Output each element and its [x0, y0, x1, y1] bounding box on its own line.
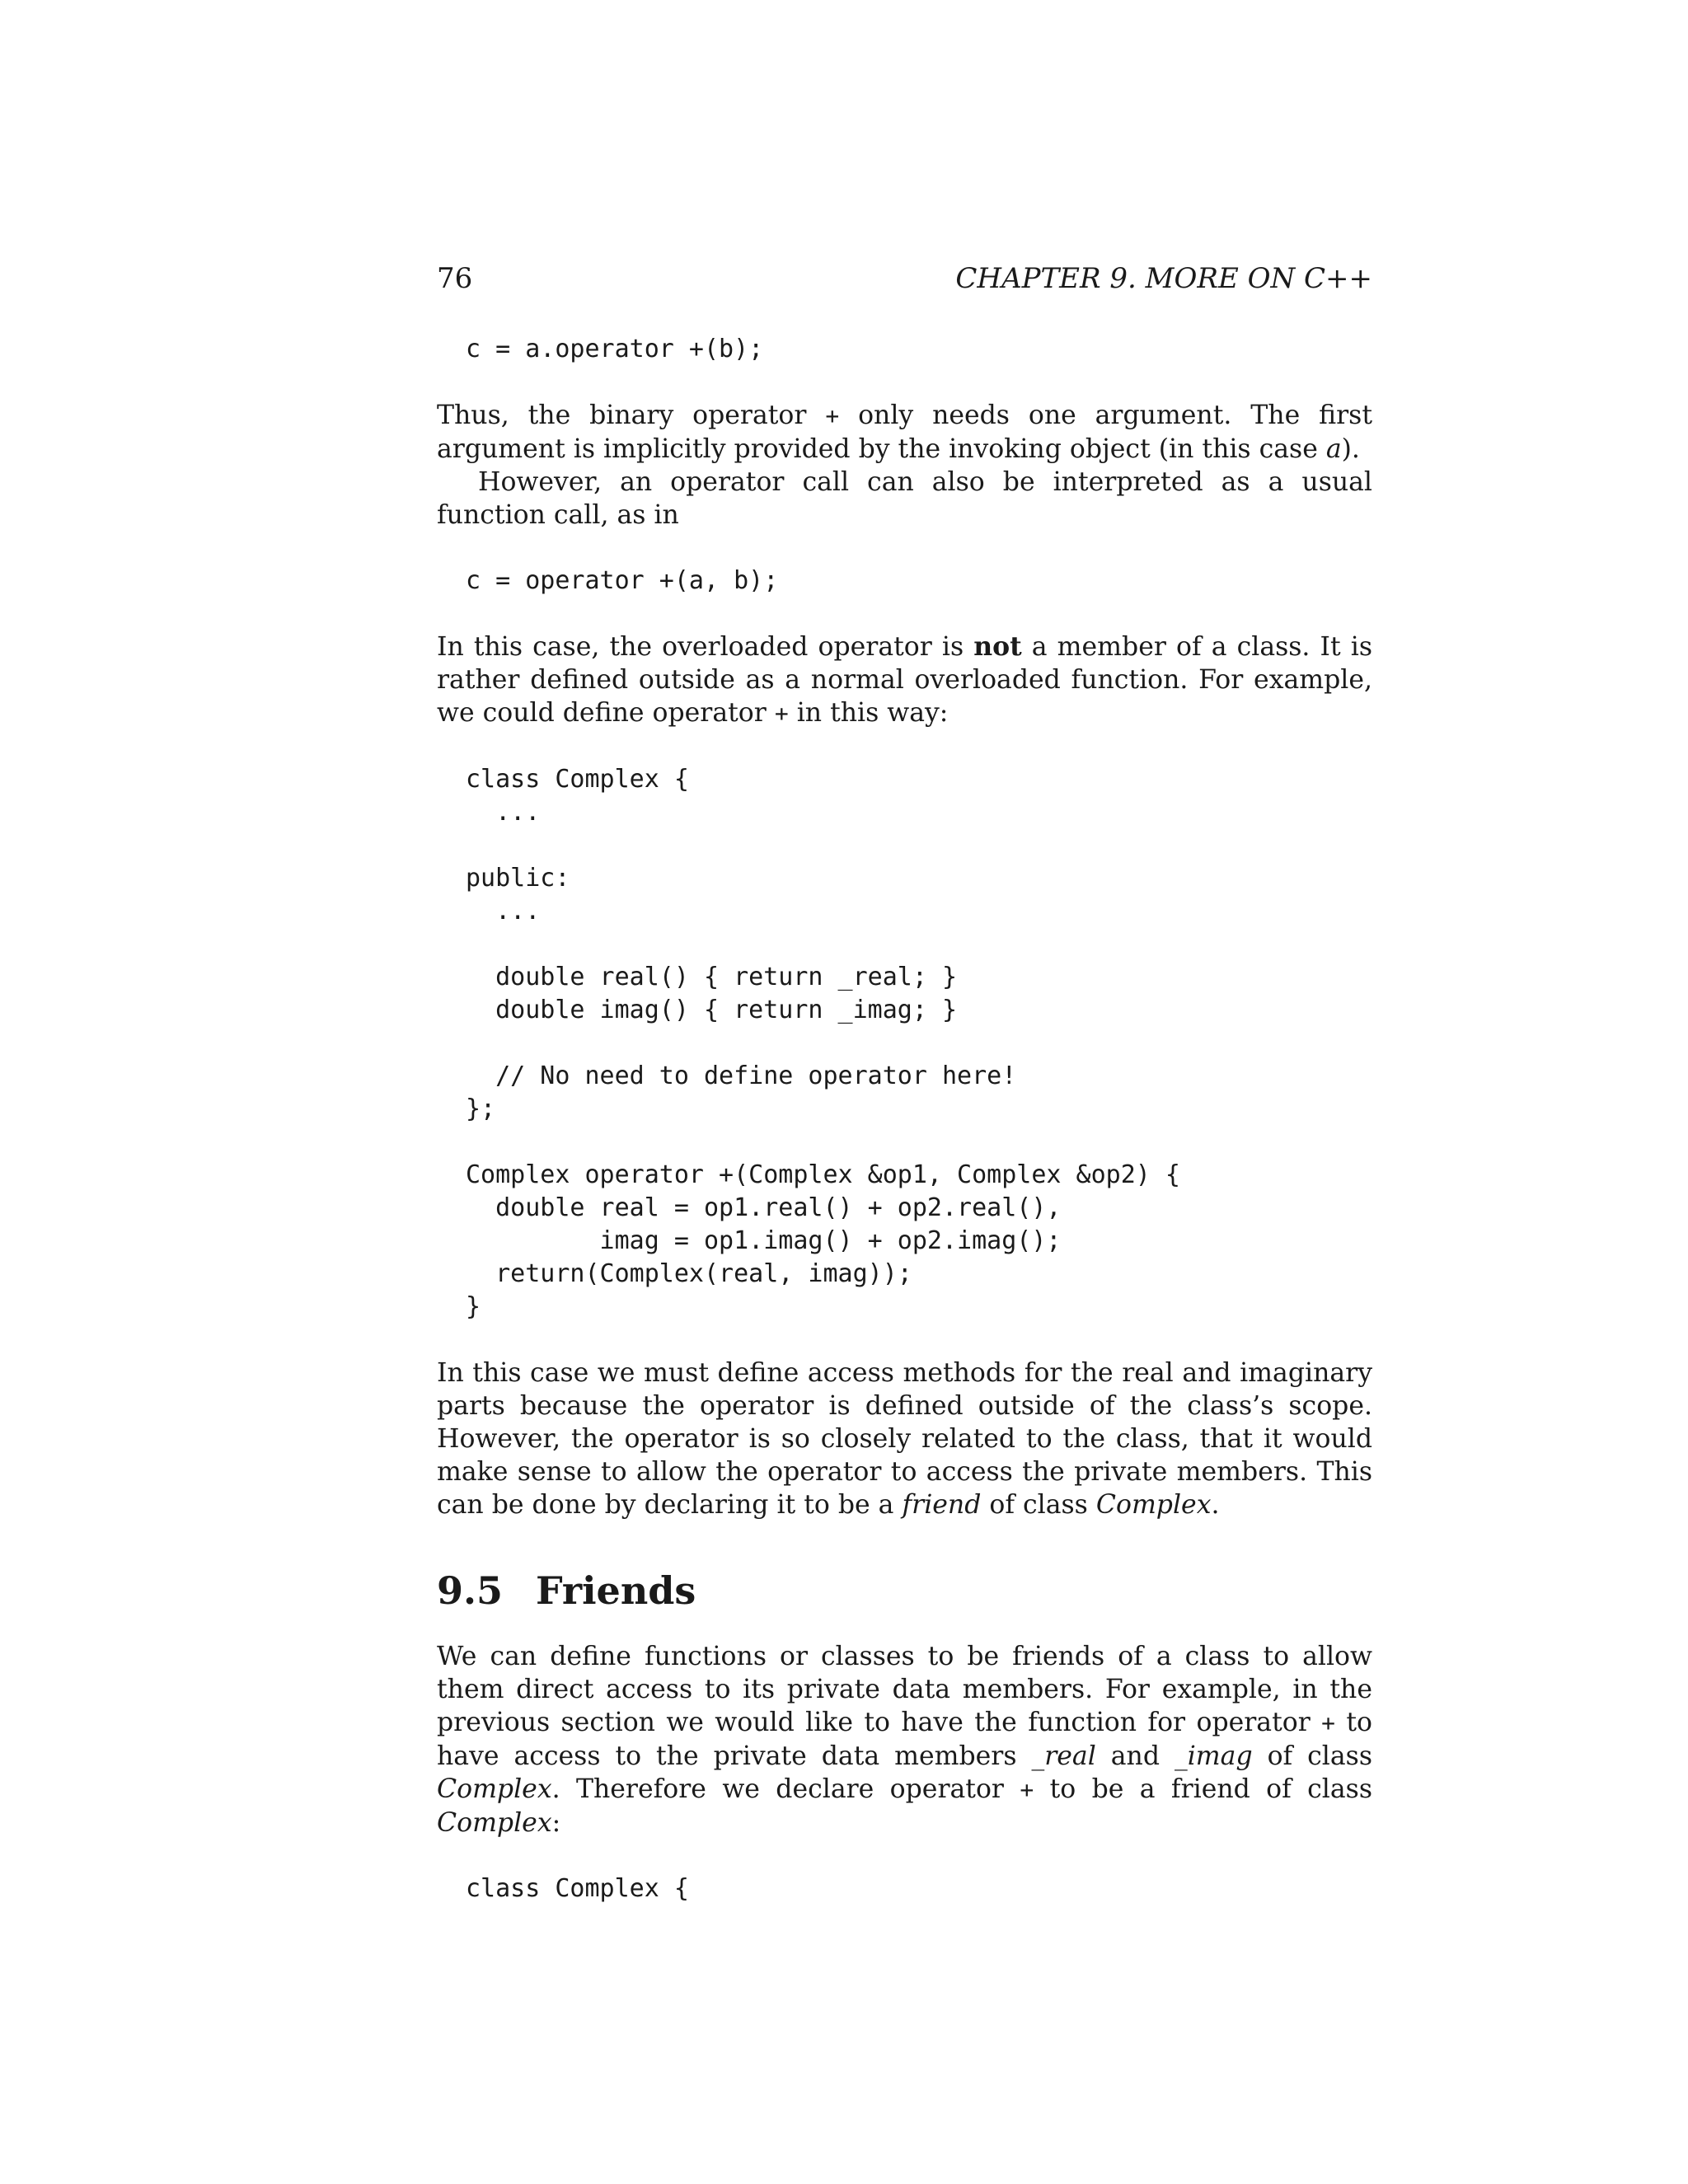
code-line: return(Complex(real, imag));	[466, 1259, 912, 1288]
code-line: }	[466, 1292, 481, 1321]
operator-symbol: +	[1020, 1776, 1034, 1803]
code-line: Complex operator +(Complex &op1, Complex &op2) {	[466, 1160, 1180, 1189]
code-block-3	[437, 763, 1372, 1324]
code-line: double real = op1.real() + op2.real(),	[466, 1193, 1062, 1222]
code-line: c = operator +(a, b);	[466, 566, 779, 595]
text-run: .	[1211, 1490, 1220, 1520]
text-run: In this case we must define access methods for the real and imaginary parts because the operator is defined outside of the class’s scope. However, the operator is so closely related to the class, that it would make sense to allow the operator to access the private members. This can be done by declaring it to be a	[437, 1358, 1372, 1520]
text-run: of class	[1252, 1741, 1372, 1771]
chapter-title: CHAPTER 9. MORE ON C++	[955, 262, 1372, 295]
section-heading	[437, 1568, 1372, 1614]
class-name: Complex	[437, 1774, 552, 1804]
text-run: only needs one argument. The first argument is implicitly provided by the invoking object (in this case	[437, 401, 1372, 464]
paragraph-binary-operator	[437, 399, 1372, 466]
code-line: };	[466, 1094, 496, 1123]
code-line: class Complex {	[466, 1874, 689, 1903]
text-run: In this case, the overloaded operator is	[437, 632, 974, 662]
operator-symbol: +	[1321, 1709, 1335, 1736]
code-line: ...	[466, 798, 541, 827]
text-run: and	[1095, 1741, 1175, 1771]
operator-symbol: +	[774, 700, 789, 727]
code-line	[466, 829, 1372, 862]
code-line: // No need to define operator here!	[466, 1062, 1017, 1090]
code-line: ...	[466, 897, 541, 926]
text-run: to be a friend of class	[1034, 1774, 1372, 1804]
code-line: class Complex {	[466, 765, 689, 794]
code-line	[466, 1027, 1372, 1060]
member-name: _real	[1031, 1741, 1096, 1771]
text-run: to have access to the private data members	[437, 1708, 1372, 1771]
code-line: imag = op1.imag() + op2.imag();	[466, 1226, 1062, 1255]
paragraph-not-member	[437, 630, 1372, 730]
member-name: _imag	[1174, 1741, 1253, 1771]
class-name: Complex	[1095, 1490, 1212, 1520]
code-line: public:	[466, 864, 570, 893]
text-run: ).	[1341, 434, 1360, 464]
section-title: Friends	[536, 1568, 696, 1613]
paragraph-access-methods	[437, 1357, 1372, 1521]
code-line	[466, 1126, 1372, 1159]
code-block-4	[437, 1872, 1372, 1905]
text-run: a member of a class. It is rather defined outside as a normal overloaded function. For example, we could define operator	[437, 632, 1372, 728]
code-line: double real() { return _real; }	[466, 963, 958, 991]
text-run: Thus, the binary operator	[437, 401, 826, 430]
code-line: double imag() { return _imag; }	[466, 996, 958, 1024]
page-number: 76	[437, 262, 473, 295]
paragraph-friends	[437, 1640, 1372, 1840]
running-header	[437, 262, 1372, 295]
variable-name: a	[1325, 434, 1342, 464]
document-page	[437, 262, 1372, 1905]
class-name: Complex	[437, 1808, 552, 1838]
code-block-1	[437, 333, 1372, 366]
text-run: . Therefore we declare operator	[551, 1774, 1020, 1804]
text-run: of class	[981, 1490, 1096, 1520]
text-run: We can define functions or classes to be friends of a class to allow them direct access to its private data members. For example, in the previous section we would like to have the function for operator	[437, 1642, 1372, 1737]
code-line	[466, 928, 1372, 961]
operator-symbol: +	[825, 402, 840, 429]
italic-term: friend	[902, 1490, 982, 1520]
section-number: 9.5	[437, 1568, 504, 1613]
text-run: :	[551, 1808, 561, 1838]
code-block-2	[437, 565, 1372, 598]
text-run: in this way:	[788, 698, 949, 728]
bold-word: not	[973, 631, 1022, 662]
code-line: c = a.operator +(b);	[466, 335, 764, 363]
paragraph-function-call: However, an operator call can also be interpreted as a usual function call, as in	[437, 467, 1372, 530]
